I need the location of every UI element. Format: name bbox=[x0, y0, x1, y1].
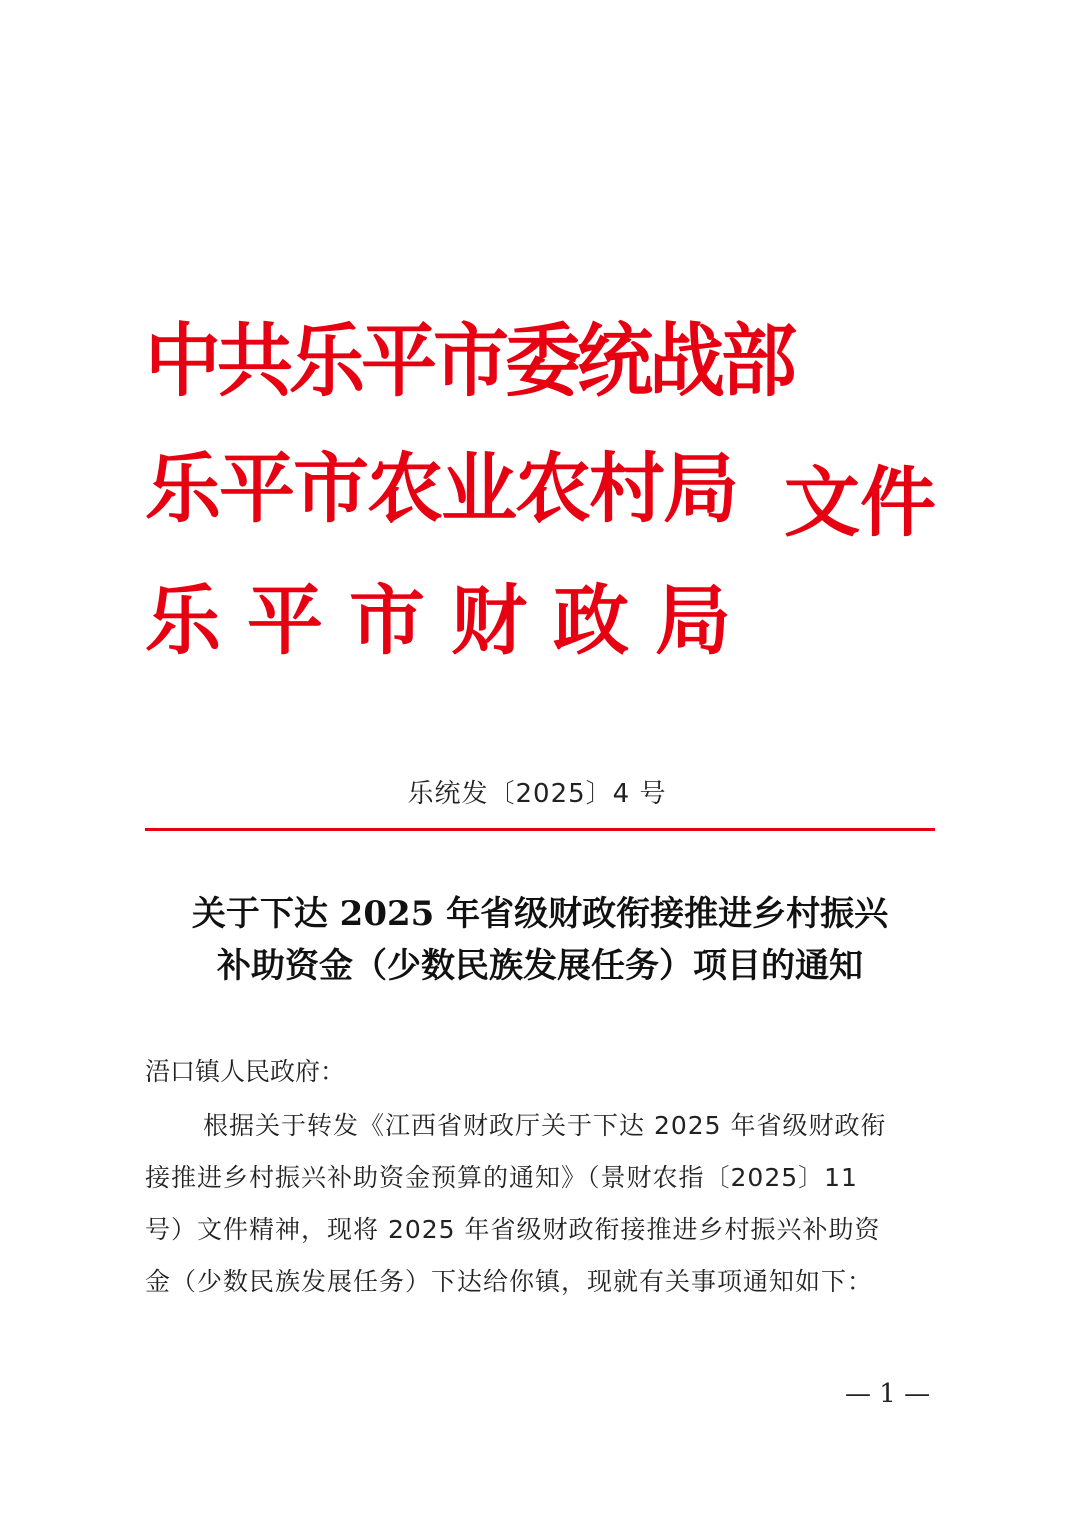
header-issuer-2: 乐平市农业农村局 bbox=[145, 444, 737, 533]
document-title bbox=[100, 888, 980, 992]
document-number: 乐统发〔2025〕4 号 bbox=[407, 779, 667, 809]
title-line-2: 补助资金（少数民族发展任务）项目的通知 bbox=[217, 946, 863, 986]
paragraph-line: 根据关于转发《江西省财政厅关于下达 2025 年省级财政衔 bbox=[203, 1111, 887, 1140]
paragraph-line: 接推进乡村振兴补助资金预算的通知》（景财农指〔2025〕11 bbox=[145, 1163, 858, 1192]
red-divider bbox=[145, 828, 935, 831]
header-issuer-1: 中共乐平市委统战部 bbox=[145, 314, 793, 408]
header-suffix: 文件 bbox=[784, 458, 936, 547]
paragraph-1 bbox=[145, 1100, 945, 1308]
page-number: — 1 — bbox=[845, 1379, 931, 1409]
header-issuer-3: 乐平市财政局 bbox=[145, 576, 757, 665]
salutation: 浯口镇人民政府： bbox=[145, 1057, 346, 1086]
paragraph-line: 号）文件精神，现将 2025 年省级财政衔接推进乡村振兴补助资 bbox=[145, 1215, 881, 1244]
paragraph-line: 金（少数民族发展任务）下达给你镇，现就有关事项通知如下： bbox=[145, 1267, 874, 1296]
title-line-1: 关于下达 2025 年省级财政衔接推进乡村振兴 bbox=[191, 894, 889, 934]
